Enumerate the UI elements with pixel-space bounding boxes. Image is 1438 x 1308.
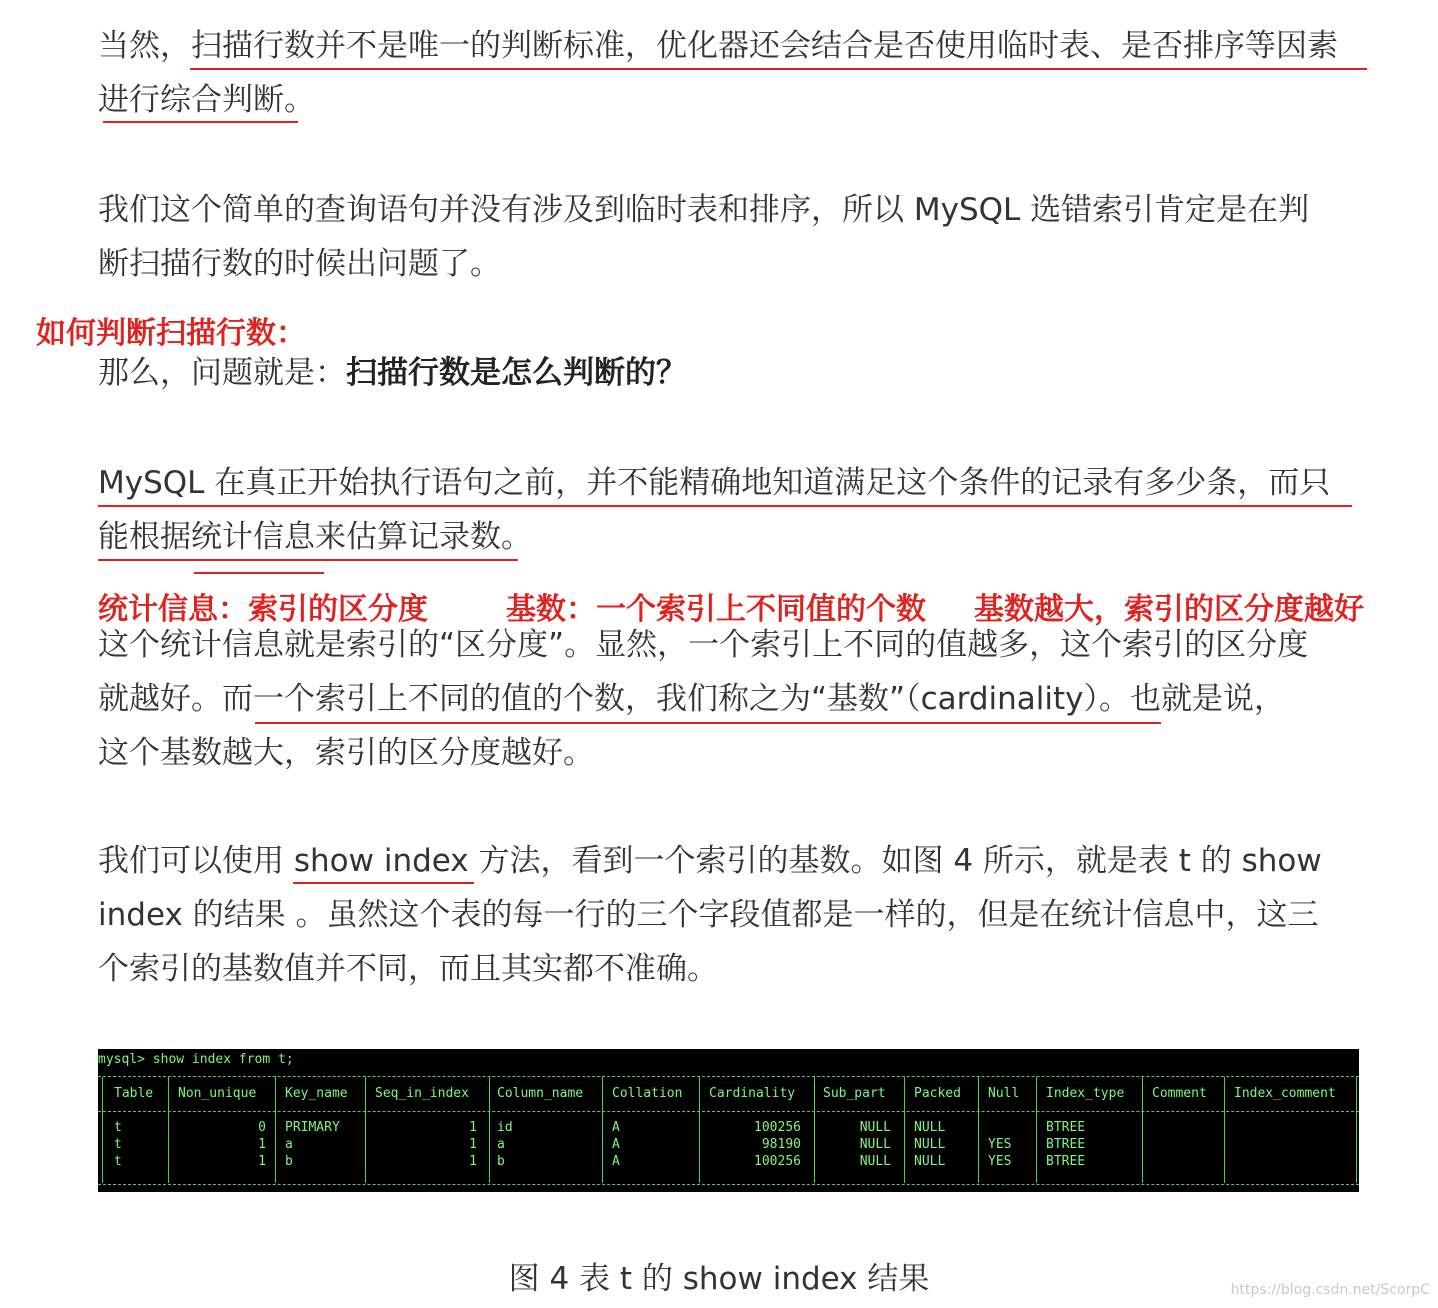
paragraph-3-prefix: 那么，问题就是： bbox=[98, 355, 346, 391]
table-column-border bbox=[102, 1077, 103, 1183]
cell-comment bbox=[1152, 1136, 1214, 1153]
cell-column-name: id bbox=[497, 1120, 513, 1135]
underline-mark bbox=[98, 559, 518, 561]
cell-index-type: BTREE bbox=[1046, 1137, 1086, 1152]
figure-caption: 图 4 表 t 的 show index 结果 bbox=[508, 1261, 930, 1297]
table-separator bbox=[98, 1076, 1359, 1077]
paragraph-5-line-2: 就越好。而一个索引上不同的值的个数，我们称之为“基数”（cardinality）。也就是说， bbox=[98, 681, 1286, 717]
paragraph-3-bold: 扫描行数是怎么判断的？ bbox=[346, 355, 687, 391]
cell-index-type: BTREE bbox=[1046, 1154, 1086, 1169]
paragraph-6-line-1: 我们可以使用 show index 方法，看到一个索引的基数。如图 4 所示，就是表 t 的 show bbox=[98, 843, 1322, 879]
paragraph-6-line-2: index 的结果 。虽然这个表的每一行的三个字段值都是一样的，但是在统计信息中，这三 bbox=[98, 897, 1319, 933]
underline-mark bbox=[293, 882, 474, 884]
paragraph-5-line-1: 这个统计信息就是索引的“区分度”。显然，一个索引上不同的值越多，这个索引的区分度 bbox=[98, 627, 1309, 663]
paragraph-1-line-2: 进行综合判断。 bbox=[98, 82, 315, 118]
cell-comment bbox=[1152, 1153, 1214, 1170]
table-column-border bbox=[1142, 1077, 1143, 1183]
paragraph-5-line-3: 这个基数越大，索引的区分度越好。 bbox=[98, 735, 594, 771]
cell-sub-part: NULL bbox=[859, 1154, 891, 1169]
cell-non-unique: 1 bbox=[258, 1154, 266, 1169]
cell-key-name: PRIMARY bbox=[285, 1120, 340, 1135]
cell-packed: NULL bbox=[914, 1137, 946, 1152]
underline-mark bbox=[255, 722, 1161, 724]
paragraph-1-line-1: 当然，扫描行数并不是唯一的判断标准，优化器还会结合是否使用临时表、是否排序等因素 bbox=[98, 28, 1338, 64]
cell-table: t bbox=[114, 1120, 122, 1135]
cell-collation: A bbox=[612, 1137, 620, 1152]
table-separator bbox=[98, 1184, 1359, 1185]
paragraph-6 bbox=[98, 834, 1388, 996]
header-table: Table bbox=[114, 1086, 154, 1101]
header-null: Null bbox=[988, 1086, 1020, 1101]
cell-index-comment bbox=[1234, 1153, 1344, 1170]
header-sub-part: Sub_part bbox=[823, 1086, 886, 1101]
annotation-cardinality-better: 基数越大，索引的区分度越好 bbox=[974, 592, 1364, 627]
table-column-border bbox=[602, 1077, 603, 1183]
table-column-border bbox=[168, 1077, 169, 1183]
header-comment: Comment bbox=[1152, 1086, 1207, 1101]
paragraph-5 bbox=[98, 618, 1388, 780]
table-column-border bbox=[1356, 1077, 1357, 1183]
cell-null: YES bbox=[988, 1137, 1012, 1152]
watermark: https://blog.csdn.net/ScorpC bbox=[1230, 1282, 1430, 1298]
header-key-name: Key_name bbox=[285, 1086, 348, 1101]
header-non-unique: Non_unique bbox=[178, 1086, 257, 1101]
table-column-border bbox=[814, 1077, 815, 1183]
paragraph-4-line-2: 能根据统计信息来估算记录数。 bbox=[98, 519, 532, 555]
underline-mark bbox=[194, 572, 324, 574]
table-column-border bbox=[275, 1077, 276, 1183]
cell-non-unique: 1 bbox=[258, 1137, 266, 1152]
table-column-border bbox=[365, 1077, 366, 1183]
annotation-how-to-judge: 如何判断扫描行数： bbox=[36, 316, 306, 351]
annotation-statistics: 统计信息：索引的区分度 bbox=[98, 592, 428, 627]
cell-index-comment bbox=[1234, 1136, 1344, 1153]
cell-cardinality: 100256 bbox=[754, 1120, 801, 1135]
header-index-comment: Index_comment bbox=[1234, 1086, 1336, 1101]
paragraph-4-line-1: MySQL 在真正开始执行语句之前，并不能精确地知道满足这个条件的记录有多少条，而只 bbox=[98, 465, 1331, 501]
header-column-name: Column_name bbox=[497, 1086, 584, 1101]
cell-key-name: a bbox=[285, 1137, 293, 1152]
table-column-border bbox=[699, 1077, 700, 1183]
paragraph-4 bbox=[98, 456, 1388, 564]
cell-non-unique: 0 bbox=[258, 1120, 266, 1135]
cell-index-comment bbox=[1234, 1119, 1344, 1136]
paragraph-1 bbox=[98, 19, 1388, 127]
cell-table: t bbox=[114, 1137, 122, 1152]
cell-cardinality: 100256 bbox=[754, 1154, 801, 1169]
table-header-row bbox=[98, 1085, 1359, 1102]
paragraph-6-line-3: 个索引的基数值并不同，而且其实都不准确。 bbox=[98, 951, 718, 987]
table-row bbox=[98, 1153, 1359, 1170]
underline-mark bbox=[103, 121, 298, 123]
cell-column-name: a bbox=[497, 1137, 505, 1152]
paragraph-2-line-2: 断扫描行数的时候出问题了。 bbox=[98, 246, 501, 282]
cell-sub-part: NULL bbox=[859, 1137, 891, 1152]
cell-packed: NULL bbox=[914, 1120, 946, 1135]
cell-index-type: BTREE bbox=[1046, 1120, 1086, 1135]
annotation-cardinality: 基数：一个索引上不同值的个数 bbox=[506, 592, 926, 627]
table-row bbox=[98, 1119, 1359, 1136]
paragraph-2 bbox=[98, 183, 1388, 291]
cell-null bbox=[988, 1119, 1024, 1136]
cell-comment bbox=[1152, 1119, 1214, 1136]
cell-packed: NULL bbox=[914, 1154, 946, 1169]
cell-column-name: b bbox=[497, 1154, 505, 1169]
table-row bbox=[98, 1136, 1359, 1153]
cell-table: t bbox=[114, 1154, 122, 1169]
header-index-type: Index_type bbox=[1046, 1086, 1125, 1101]
cell-null: YES bbox=[988, 1154, 1012, 1169]
cell-seq-in-index: 1 bbox=[469, 1154, 477, 1169]
cell-collation: A bbox=[612, 1120, 620, 1135]
cell-seq-in-index: 1 bbox=[469, 1120, 477, 1135]
table-separator bbox=[98, 1111, 1359, 1112]
paragraph-2-line-1: 我们这个简单的查询语句并没有涉及到临时表和排序，所以 MySQL 选错索引肯定是在判 bbox=[98, 192, 1310, 228]
underline-mark bbox=[190, 68, 1367, 70]
cell-seq-in-index: 1 bbox=[469, 1137, 477, 1152]
cell-cardinality: 98190 bbox=[761, 1137, 801, 1152]
terminal-command: mysql> show index from t; bbox=[98, 1052, 294, 1067]
table-column-border bbox=[978, 1077, 979, 1183]
cell-key-name: b bbox=[285, 1154, 293, 1169]
cell-collation: A bbox=[612, 1154, 620, 1169]
table-column-border bbox=[489, 1077, 490, 1183]
table-column-border bbox=[1224, 1077, 1225, 1183]
underline-mark bbox=[98, 505, 1352, 507]
cell-sub-part: NULL bbox=[859, 1120, 891, 1135]
header-packed: Packed bbox=[914, 1086, 961, 1101]
header-cardinality: Cardinality bbox=[709, 1086, 796, 1101]
header-seq-in-index: Seq_in_index bbox=[375, 1086, 469, 1101]
table-column-border bbox=[1036, 1077, 1037, 1183]
table-column-border bbox=[904, 1077, 905, 1183]
terminal-output bbox=[98, 1049, 1359, 1192]
header-collation: Collation bbox=[612, 1086, 683, 1101]
paragraph-3 bbox=[98, 346, 1388, 400]
